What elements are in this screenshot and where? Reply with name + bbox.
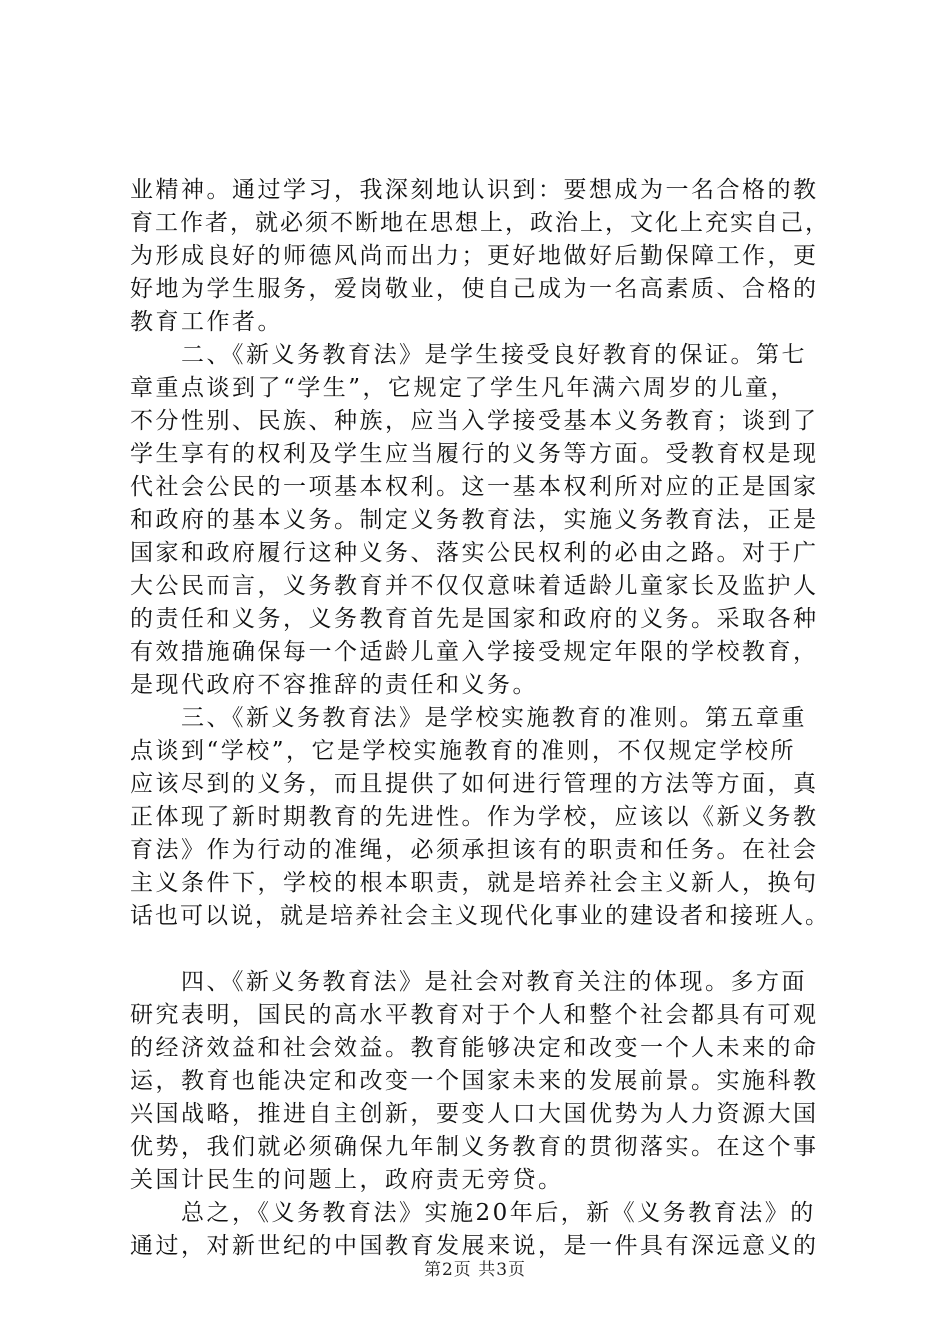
text-line: 代社会公民的一项基本权利。这一基本权利所对应的正是国家	[130, 474, 819, 500]
text-line: 章重点谈到了“学生”，它规定了学生凡年满六周岁的儿童，	[130, 375, 797, 401]
text-line: 的责任和义务，义务教育首先是国家和政府的义务。采取各种	[130, 606, 819, 632]
text-line: 业精神。通过学习，我深刻地认识到：要想成为一名合格的教	[130, 177, 819, 203]
text-line: 三、《新义务教育法》是学校实施教育的准则。第五章重	[130, 705, 807, 731]
text-line: 是现代政府不容推辞的责任和义务。	[130, 672, 538, 698]
text-line: 有效措施确保每一个适龄儿童入学接受规定年限的学校教育，	[130, 639, 819, 665]
text-line: 应该尽到的义务，而且提供了如何进行管理的方法等方面，真	[130, 771, 819, 797]
text-line: 关国计民生的问题上，政府责无旁贷。	[130, 1167, 564, 1193]
text-line: 运，教育也能决定和改变一个国家未来的发展前景。实施科教	[130, 1068, 819, 1094]
paragraph-gap	[130, 933, 835, 966]
text-line: 优势，我们就必须确保九年制义务教育的贯彻落实。在这个事	[130, 1134, 819, 1160]
text-line: 二、《新义务教育法》是学生接受良好教育的保证。第七	[130, 342, 807, 368]
text-line: 四、《新义务教育法》是社会对教育关注的体现。多方面	[130, 969, 807, 995]
text-line: 话也可以说，就是培养社会主义现代化事业的建设者和接班人。	[130, 903, 830, 929]
text-line: 的经济效益和社会效益。教育能够决定和改变一个人未来的命	[130, 1035, 819, 1061]
text-line: 总之，《义务教育法》实施20年后，新《义务教育法》的	[130, 1200, 816, 1226]
text-line: 研究表明，国民的高水平教育对于个人和整个社会都具有可观	[130, 1002, 819, 1028]
text-line: 不分性别、民族、种族，应当入学接受基本义务教育；谈到了	[130, 408, 819, 434]
text-line: 学生享有的权利及学生应当履行的义务等方面。受教育权是现	[130, 441, 819, 467]
text-line: 育工作者，就必须不断地在思想上，政治上，文化上充实自己，	[130, 210, 830, 236]
text-line: 通过，对新世纪的中国教育发展来说，是一件具有深远意义的	[130, 1233, 819, 1259]
text-line: 点谈到“学校”，它是学校实施教育的准则，不仅规定学校所	[130, 738, 797, 764]
text-line: 和政府的基本义务。制定义务教育法，实施义务教育法，正是	[130, 507, 819, 533]
text-line: 大公民而言，义务教育并不仅仅意味着适龄儿童家长及监护人	[130, 573, 819, 599]
text-line: 主义条件下，学校的根本职责，就是培养社会主义新人，换句	[130, 870, 819, 896]
text-line: 为形成良好的师德风尚而出力；更好地做好后勤保障工作，更	[130, 243, 819, 269]
page-number-footer: 第2页 共3页	[423, 1260, 527, 1280]
text-line: 育法》作为行动的准绳，必须承担该有的职责和任务。在社会	[130, 837, 819, 863]
text-line: 好地为学生服务，爱岗敬业，使自己成为一名高素质、合格的	[130, 276, 819, 302]
text-line: 兴国战略，推进自主创新，要变人口大国优势为人力资源大国	[130, 1101, 819, 1127]
document-body	[130, 174, 835, 1263]
text-line: 国家和政府履行这种义务、落实公民权利的必由之路。对于广	[130, 540, 819, 566]
text-line: 教育工作者。	[130, 309, 283, 335]
text-line: 正体现了新时期教育的先进性。作为学校，应该以《新义务教	[130, 804, 819, 830]
